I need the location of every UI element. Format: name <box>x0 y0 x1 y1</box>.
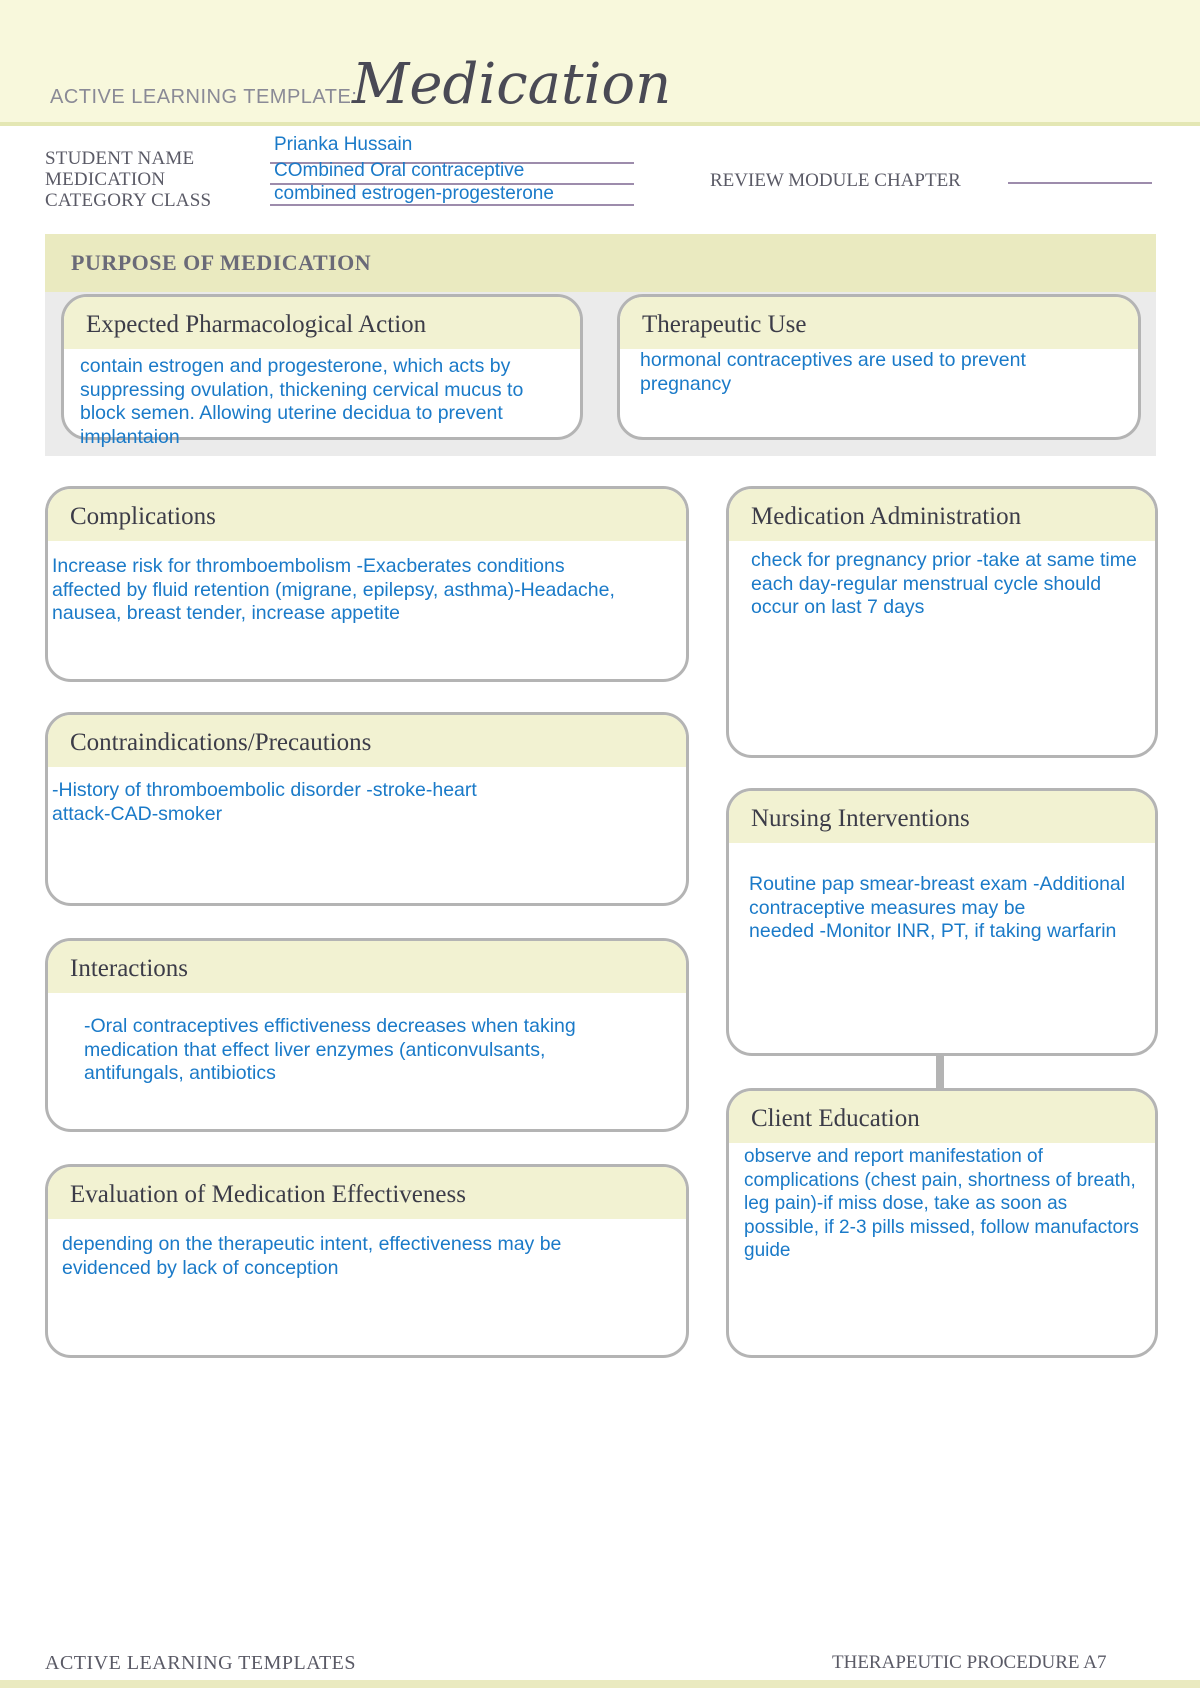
evaluation-text[interactable] <box>62 1233 561 1280</box>
text-line: complications (chest pain, shortness of breath, <box>744 1169 1136 1191</box>
card-title: Complications <box>70 503 216 530</box>
text-line: affected by fluid retention (migrane, epilepsy, asthma)-Headache, <box>52 578 615 601</box>
text-line: each day-regular menstrual cycle should <box>751 572 1102 595</box>
medication-value[interactable]: COmbined Oral contraceptive <box>274 160 525 181</box>
text-line: attack-CAD-smoker <box>52 802 223 825</box>
card-title: Therapeutic Use <box>642 311 807 338</box>
card-header <box>729 791 1155 843</box>
text-line: suppressing ovulation, thickening cervical mucus to <box>80 378 524 401</box>
therapeutic-use-text[interactable] <box>640 349 1026 396</box>
card-connector <box>936 1054 944 1088</box>
category-class-value[interactable]: combined estrogen-progesterone <box>274 183 554 204</box>
administration-card <box>726 486 1158 758</box>
evaluation-card <box>45 1164 689 1358</box>
header-rule <box>0 122 1200 126</box>
text-line: nausea, breast tender, increase appetite <box>52 602 400 624</box>
client-education-text[interactable] <box>744 1145 1139 1263</box>
text-line: depending on the therapeutic intent, effectiveness may be <box>62 1233 562 1255</box>
therapeutic-use-card <box>617 294 1141 440</box>
category-underline <box>270 204 634 206</box>
text-line: needed -Monitor INR, PT, if taking warfarin <box>749 920 1117 942</box>
review-module-field[interactable] <box>1008 182 1152 184</box>
text-line: evidenced by lack of conception <box>62 1256 339 1279</box>
card-title: Medication Administration <box>751 503 1022 530</box>
card-title: Client Education <box>751 1105 920 1132</box>
text-line: medication that effect liver enzymes (anticonvulsants, <box>84 1038 546 1061</box>
purpose-title: PURPOSE OF MEDICATION <box>71 250 372 275</box>
student-name-value[interactable]: Prianka Hussain <box>274 134 413 155</box>
card-header <box>48 715 686 767</box>
text-line: possible, if 2-3 pills missed, follow manufactors <box>744 1216 1139 1238</box>
page-title: Medication <box>352 52 672 117</box>
text-line: leg pain)-if miss dose, take as soon as <box>744 1193 1068 1214</box>
text-line: implantaion <box>80 425 180 448</box>
footer-rule <box>0 1680 1200 1688</box>
text-line: Increase risk for thromboembolism -Exacberates conditions <box>52 555 565 577</box>
text-line: antifungals, antibiotics <box>84 1062 276 1084</box>
card-title: Interactions <box>70 955 189 982</box>
text-line: check for pregnancy prior -take at same time <box>751 549 1137 571</box>
text-line: hormonal contraceptives are used to prevent <box>640 349 1026 371</box>
expected-action-text[interactable] <box>80 355 523 449</box>
footer-left-label: ACTIVE LEARNING TEMPLATES <box>45 1652 357 1674</box>
contraindications-text[interactable] <box>52 779 477 826</box>
nursing-interventions-text[interactable] <box>749 873 1125 944</box>
text-line: contain estrogen and progesterone, which acts by <box>80 355 511 377</box>
card-header <box>729 489 1155 541</box>
complications-text[interactable] <box>52 555 615 626</box>
review-module-label: REVIEW MODULE CHAPTER <box>710 170 961 191</box>
contraindications-card <box>45 712 689 906</box>
card-header <box>64 297 580 349</box>
interactions-card <box>45 938 689 1132</box>
footer-right-label: THERAPEUTIC PROCEDURE A7 <box>832 1652 1107 1673</box>
medication-label: MEDICATION <box>45 169 166 190</box>
text-line: block semen. Allowing uterine decidua to prevent <box>80 402 503 424</box>
text-line: occur on last 7 days <box>751 596 925 618</box>
client-education-card <box>726 1088 1158 1358</box>
text-line: -History of thromboembolic disorder -stroke-heart <box>52 779 477 801</box>
card-title: Nursing Interventions <box>751 805 970 832</box>
card-header <box>620 297 1138 349</box>
text-line: contraceptive measures may be <box>749 896 1026 919</box>
card-header <box>48 1167 686 1219</box>
category-class-label: CATEGORY CLASS <box>45 190 212 211</box>
text-line: observe and report manifestation of <box>744 1146 1043 1167</box>
expected-action-card <box>61 294 583 448</box>
card-title: Contraindications/Precautions <box>70 729 372 756</box>
interactions-text[interactable] <box>84 1015 576 1086</box>
text-line: Routine pap smear-breast exam -Additional <box>749 873 1126 895</box>
purpose-panel <box>45 234 1156 456</box>
student-name-label: STUDENT NAME <box>45 148 195 169</box>
nursing-interventions-card <box>726 788 1158 1056</box>
template-label: ACTIVE LEARNING TEMPLATE: <box>50 86 358 108</box>
card-header <box>48 489 686 541</box>
card-title: Expected Pharmacological Action <box>86 311 427 338</box>
complications-card <box>45 486 689 682</box>
text-line: pregnancy <box>640 372 732 395</box>
card-header <box>729 1091 1155 1143</box>
text-line: guide <box>744 1240 791 1261</box>
administration-text[interactable] <box>751 549 1137 620</box>
card-title: Evaluation of Medication Effectiveness <box>70 1181 466 1208</box>
text-line: -Oral contraceptives effictiveness decreases when taking <box>84 1015 576 1037</box>
card-header <box>48 941 686 993</box>
purpose-header <box>45 234 1156 292</box>
